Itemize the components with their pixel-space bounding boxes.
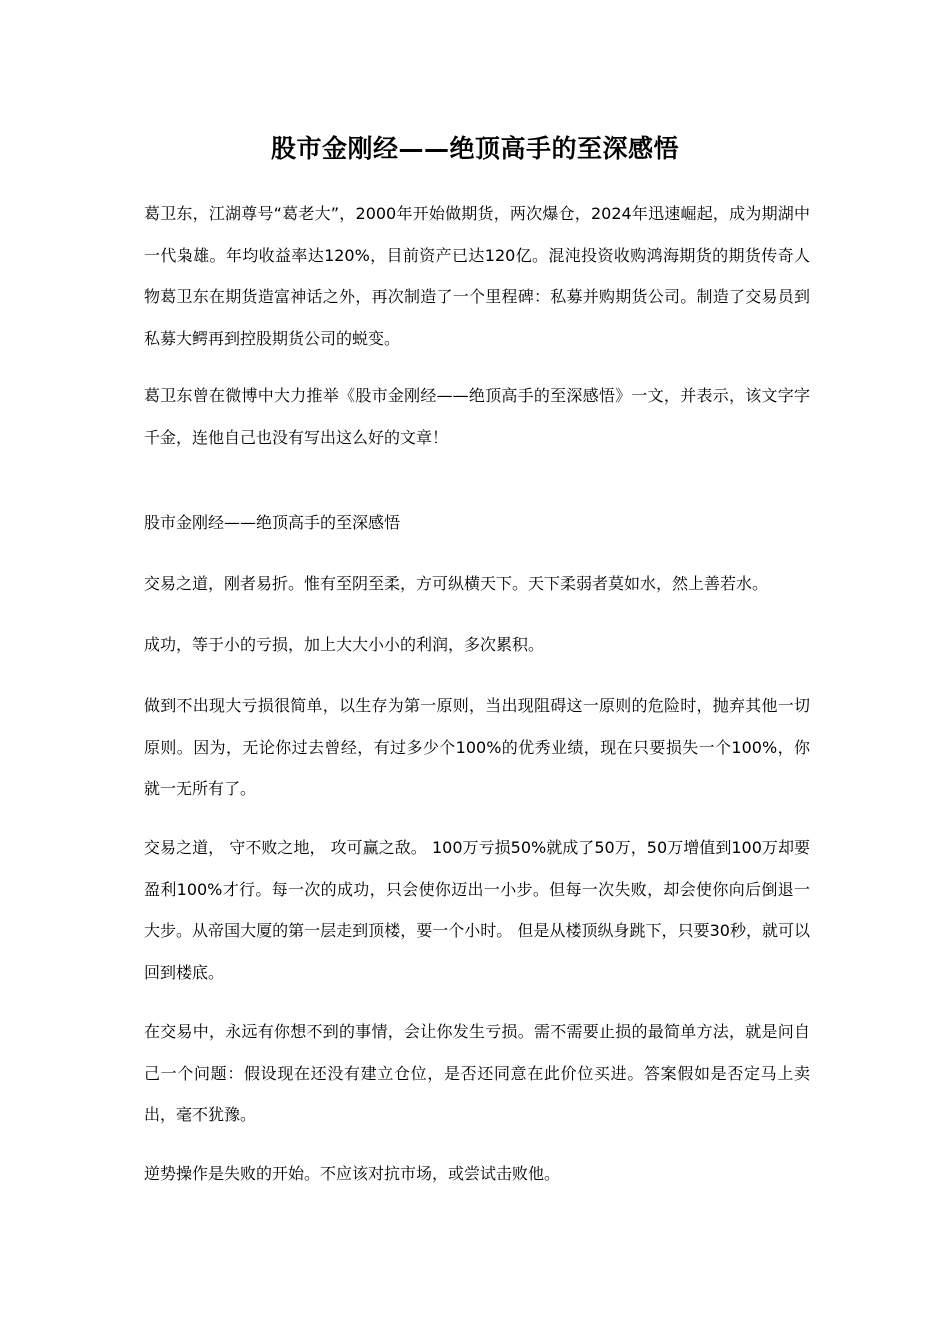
document-title: 股市金刚经——绝顶高手的至深感悟 (270, 134, 679, 163)
body-paragraph: 逆势操作是失败的开始。不应该对抗市场，或尝试击败他。 (144, 1164, 561, 1183)
body-paragraph: 成功，等于小的亏损，加上大大小小的利润，多次累积。 (144, 635, 545, 654)
body-paragraph: 在交易中，永远有你想不到的事情，会让你发生亏损。需不需要止损的最简单方法，就是问自己一个问题：假设现在还没有建立仓位，是否还同意在此价位买进。答案假如是否定马上卖出，毫不犹豫。 (144, 1022, 810, 1124)
body-paragraph: 交易之道， 守不败之地， 攻可赢之敌。 100万亏损50%就成了50万，50万增值到100万却要盈利100%才行。每一次的成功，只会使你迈出一小步。但每一次失败，却会使你向后倒退一大步。从帝国大厦的第一层走到顶楼，要一个小时。 但是从楼顶纵身跳下，只要30秒，就可以回到楼底。 (144, 838, 810, 982)
intro-paragraph: 葛卫东，江湖尊号“葛老大”，2000年开始做期货，两次爆仓，2024年迅速崛起，成为期湖中一代枭雄。年均收益率达120%，目前资产已达120亿。混沌投资收购鸿海期货的期货传奇人物葛卫东在期货造富神话之外，再次制造了一个里程碑：私募并购期货公司。制造了交易员到私募大鳄再到控股期货公司的蜕变。 (144, 204, 810, 348)
body-paragraph: 做到不出现大亏损很简单，以生存为第一原则，当出现阻碍这一原则的危险时，抛弃其他一切原则。因为，无论你过去曾经，有过多少个100%的优秀业绩，现在只要损失一个100%，你就一无所有了。 (144, 696, 810, 798)
section-heading: 股市金刚经——绝顶高手的至深感悟 (144, 513, 401, 532)
recommendation-paragraph: 葛卫东曾在微博中大力推举《股市金刚经——绝顶高手的至深感悟》一文，并表示，该文字字千金，连他自己也没有写出这么好的文章！ (144, 386, 810, 447)
body-paragraph: 交易之道，刚者易折。惟有至阴至柔，方可纵横天下。天下柔弱者莫如水，然上善若水。 (144, 574, 769, 593)
